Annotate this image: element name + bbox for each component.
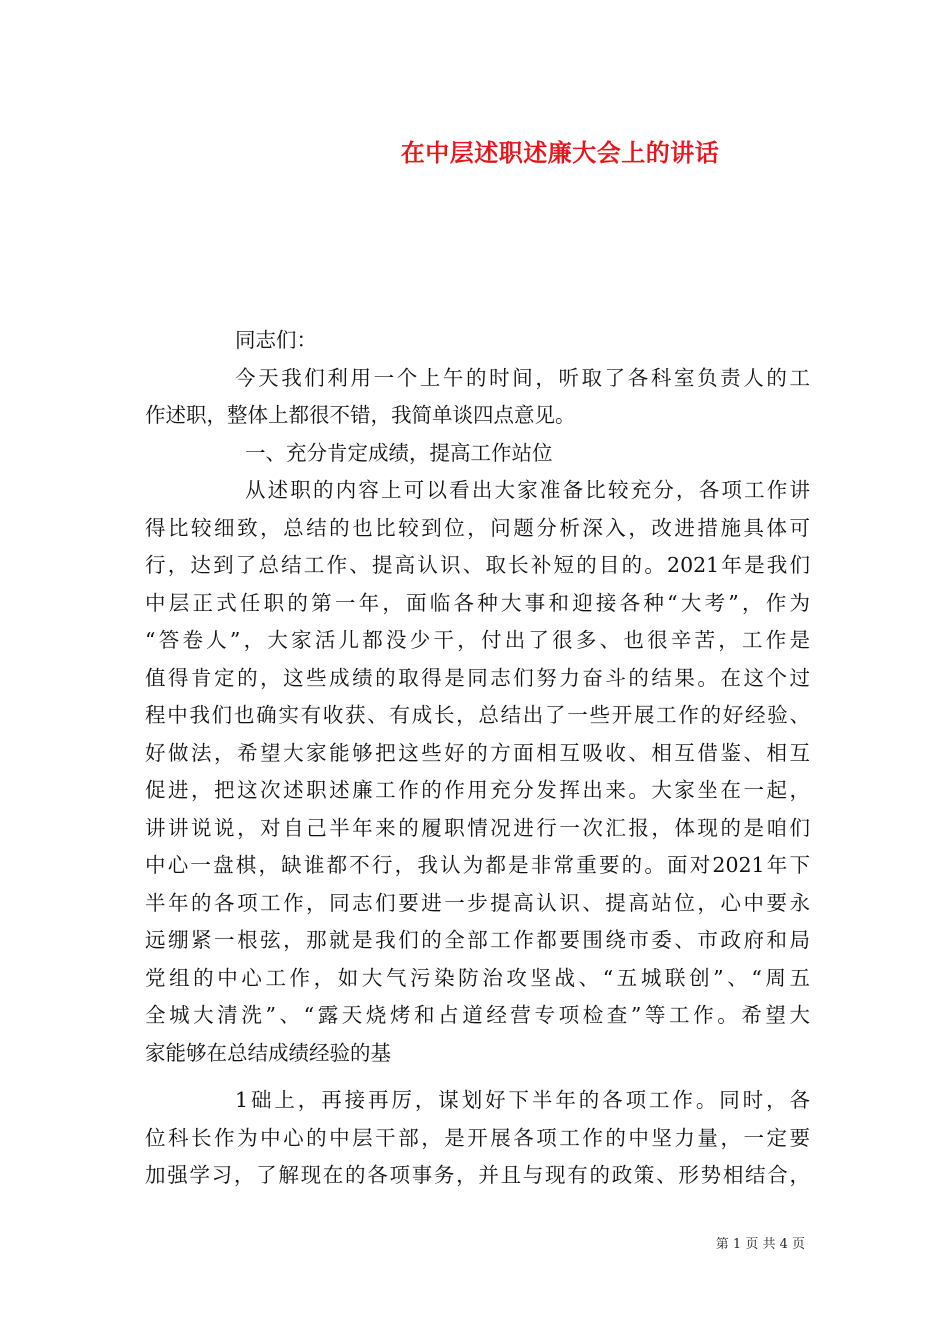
- paragraph-line: 中层正式任职的第一年，面临各种大事和迎接各种“大考”，作为: [145, 590, 810, 615]
- paragraph-line: “答卷人”，大家活儿都没少干，付出了很多、也很辛苦，工作是: [145, 628, 810, 652]
- paragraph-line: 值得肯定的，这些成绩的取得是同志们努力奋斗的结果。在这个过: [145, 665, 810, 690]
- paragraph-line: 今天我们利用一个上午的时间，听取了各科室负责人的工: [235, 365, 810, 390]
- paragraph-line: 全城大清洗”、“露天烧烤和占道经营专项检查”等工作。希望大: [145, 1003, 810, 1027]
- paragraph-line: 加强学习，了解现在的各项事务，并且与现有的政策、形势相结合，: [145, 1163, 810, 1187]
- paragraph-line: 位科长作为中心的中层干部，是开展各项工作的中坚力量，一定要: [145, 1125, 810, 1150]
- paragraph-line: 中心一盘棋，缺谁都不行，我认为都是非常重要的。面对2021年下: [145, 853, 810, 877]
- paragraph-line: 从述职的内容上可以看出大家准备比较充分，各项工作讲: [245, 478, 810, 502]
- paragraph-line: 程中我们也确实有收获、有成长，总结出了一些开展工作的好经验、: [145, 703, 810, 727]
- paragraph-line: 家能够在总结成绩经验的基: [145, 1040, 391, 1065]
- page-number: 第 1 页 共 4 页: [715, 1237, 805, 1252]
- salutation: 同志们：: [235, 328, 317, 352]
- paragraph-line: 半年的各项工作，同志们要进一步提高认识、提高站位，心中要永: [145, 890, 810, 915]
- section-heading: 一、充分肯定成绩，提高工作站位: [245, 440, 553, 465]
- paragraph-gap: [145, 1072, 810, 1082]
- paragraph-line: 好做法，希望大家能够把这些好的方面相互吸收、相互借鉴、相互: [145, 740, 810, 765]
- paragraph-line: 得比较细致，总结的也比较到位，问题分析深入，改进措施具体可: [145, 515, 810, 540]
- paragraph-line: 1础上，再接再厉，谋划好下半年的各项工作。同时，各: [235, 1088, 810, 1112]
- paragraph-line: 作述职，整体上都很不错，我简单谈四点意见。: [145, 403, 576, 427]
- paragraph-line: 讲讲说说，对自己半年来的履职情况进行一次汇报，体现的是咱们: [145, 815, 810, 840]
- document-title: 在中层述职述廉大会上的讲话: [400, 138, 720, 167]
- paragraph-line: 党组的中心工作，如大气污染防治攻坚战、“五城联创”、“周五: [145, 965, 810, 990]
- paragraph-line: 促进，把这次述职述廉工作的作用充分发挥出来。大家坐在一起，: [145, 778, 810, 802]
- paragraph-line: 行，达到了总结工作、提高认识、取长补短的目的。2021年是我们: [145, 553, 810, 577]
- paragraph-line: 远绷紧一根弦，那就是我们的全部工作都要围绕市委、市政府和局: [145, 928, 810, 952]
- document-body: [145, 322, 810, 1195]
